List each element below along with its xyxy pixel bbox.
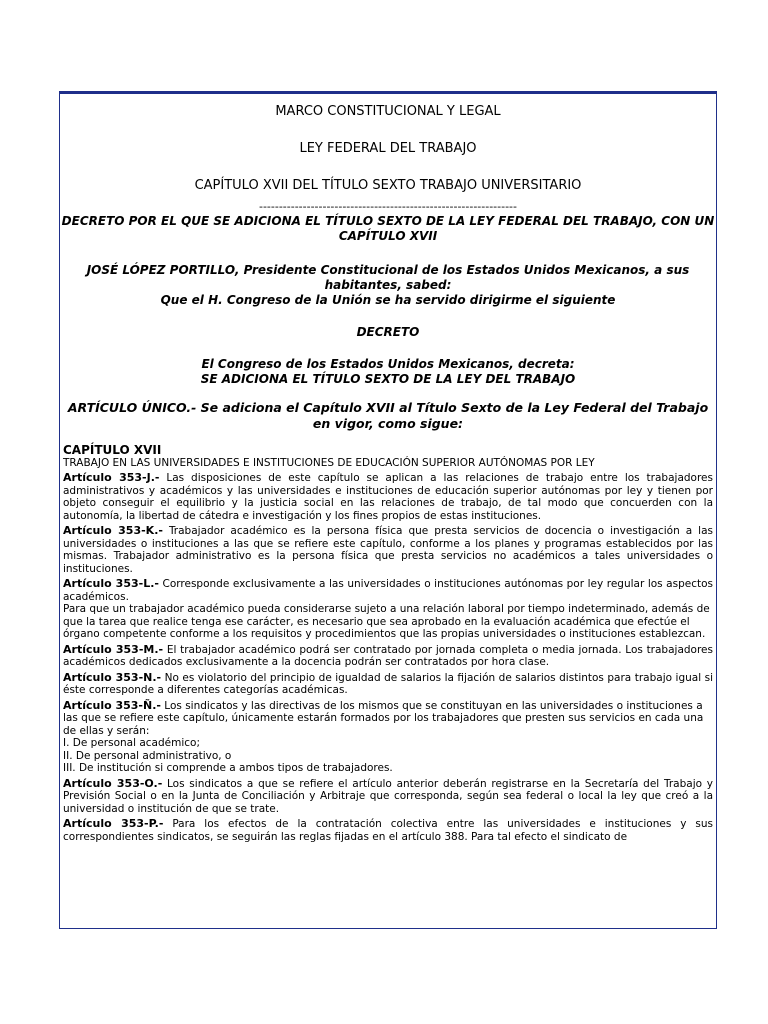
article-text: Los sindicatos y las directivas de los mismos que se constituyan en las universidades o instituciones a las que se refiere este capítulo, únicamente estarán formados por los trabajadores que presten sus servicios en cada una de ellas y serán: [63,699,704,737]
heading-marco: MARCO CONSTITUCIONAL Y LEGAL [275,104,501,119]
article-353-l [63,578,713,603]
article-text: Las disposiciones de este capítulo se aplican a las relaciones de trabajo entre los trabajadores administrativos y académicos y las universidades e instituciones de educación superior autónomas por ley y tienen por objeto conseguir el equilibrio y la justicia social en las relaciones de trabajo, de tal modo que concuerden con la autonomía, la libertad de cátedra e investigación y los fines propios de estas instituciones. [63,472,713,522]
article-label: Artículo 353-K.- [63,524,163,537]
article-label: Artículo 353-M.- [63,642,164,656]
decreto-word: DECRETO [356,325,420,339]
list-item: III. De institución si comprende a ambos tipos de trabajadores. [63,762,393,774]
article-label: Artículo 353-N.- [63,670,162,684]
article-text: No es violatorio del principio de igualdad de salarios la fijación de salarios distintos para trabajo igual si éste corresponde a diferentes categorías académicas. [63,671,713,696]
article-text: Corresponde exclusivamente a las universidades o instituciones autónomas por ley regular los aspectos académicos. [63,578,713,603]
article-text: El trabajador académico podrá ser contratado por jornada completa o media jornada. Los trabajadores académicos dedicados exclusivamente a la docencia podrán ser contratados por hora clase. [63,643,713,668]
congreso-line: Que el H. Congreso de la Unión se ha servido dirigirme el siguiente [160,293,616,307]
list-item: II. De personal administrativo, o [63,749,232,762]
president-line: JOSÉ LÓPEZ PORTILLO, Presidente Constitucional de los Estados Unidos Mexicanos, a sus habitantes, sabed: [86,263,690,292]
se-adiciona: SE ADICIONA EL TÍTULO SEXTO DE LA LEY DEL TRABAJO [200,372,576,386]
list-item: I. De personal académico; [63,737,200,749]
article-text: Para los efectos de la contratación colectiva entre las universidades e instituciones y sus correspondientes sindicatos, se seguirán las reglas fijadas en el artículo 388. Para tal efecto el sindicato de [63,818,713,843]
decreto-title: DECRETO POR EL QUE SE ADICIONA EL TÍTULO SEXTO DE LA LEY FEDERAL DEL TRABAJO, CON UN CAPÍTULO XVII [61,214,715,243]
separator: ----------------------------------------------------------------- [258,200,517,213]
article-label: Artículo 353-O.- [63,776,163,790]
article-label: Artículo 353-Ñ.- [63,698,161,712]
article-353-k [63,525,713,575]
article-label: Artículo 353-J.- [63,471,160,484]
articulo-unico: ARTÍCULO ÚNICO.- Se adiciona el Capítulo XVII al Título Sexto de la Ley Federal del Trabajo en vigor, como sigue: [67,400,709,431]
capitulo-subtitle: TRABAJO EN LAS UNIVERSIDADES E INSTITUCIONES DE EDUCACIÓN SUPERIOR AUTÓNOMAS POR LEY [63,457,595,469]
article-353-j [63,472,713,522]
article-353-m [63,644,713,669]
article-353-n [63,672,713,697]
article-353-l-extra: Para que un trabajador académico pueda considerarse sujeto a una relación laboral por tiempo indeterminado, además de que la tarea que realice tenga ese carácter, es necesario que sea aprobado en la evaluación académica que efectúe el órgano competente conforme a los requisitos y procedimientos que las propias universidades o instituciones establezcan. [63,603,710,640]
article-353-p [63,818,713,843]
article-353-enie [63,700,713,738]
article-text: Trabajador académico es la persona física que presta servicios de docencia o investigación a las universidades o instituciones a las que se refiere este capítulo, conforme a los planes y programas establecidos por las mismas. Trabajador administrativo es la persona física que presta servicios no académicos a tales universidades o instituciones. [63,525,713,575]
article-353-o [63,778,713,816]
article-label: Artículo 353-L.- [63,577,159,590]
heading-ley: LEY FEDERAL DEL TRABAJO [299,141,477,156]
congreso-decreta: El Congreso de los Estados Unidos Mexicanos, decreta: [201,357,575,371]
capitulo-title: CAPÍTULO XVII [63,443,162,457]
article-text: Los sindicatos a que se refiere el artículo anterior deberán registrarse en la Secretaría del Trabajo y Previsión Social o en la Junta de Conciliación y Arbitraje que corresponda, según sea federal o local la ley que creó a la universidad o institución de que se trate. [63,777,713,815]
heading-capitulo: CAPÍTULO XVII DEL TÍTULO SEXTO TRABAJO UNIVERSITARIO [194,178,582,193]
article-label: Artículo 353-P.- [63,817,164,830]
document-frame [59,91,717,929]
